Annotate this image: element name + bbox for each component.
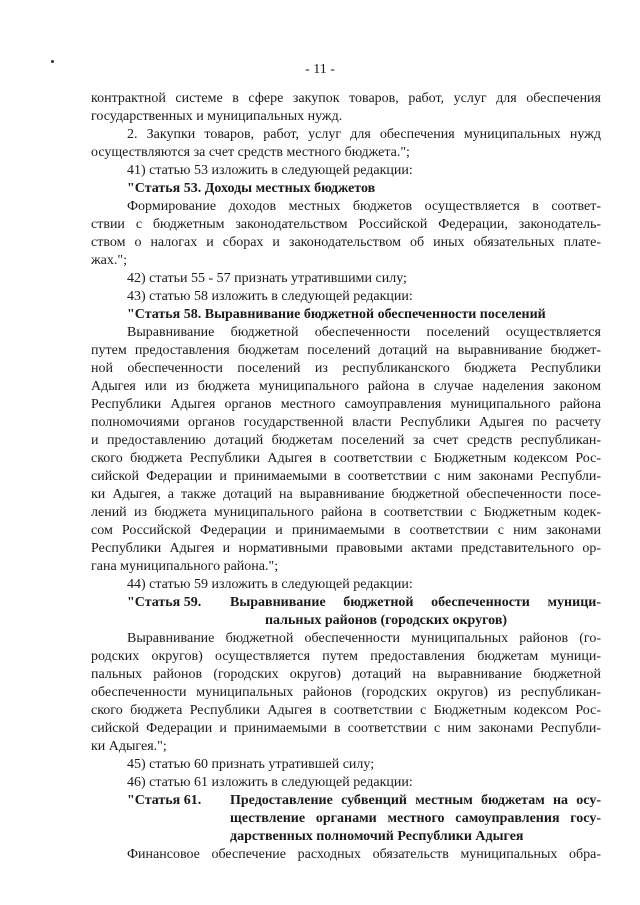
paragraph-line: лений из бюджета муниципального района в соответствии с Бюджетным кодек- bbox=[91, 505, 601, 520]
paragraph-line: обеспеченности муниципальных районов (городских округов) из республикан- bbox=[91, 685, 601, 700]
paragraph-line: 2. Закупки товаров, работ, услуг для обеспечения муниципальных нужд bbox=[127, 127, 601, 142]
page-number: - 11 - bbox=[305, 62, 335, 77]
paragraph-line: "Статья 53. Доходы местных бюджетов bbox=[127, 181, 376, 196]
paragraph-line: ского бюджета Республики Адыгея в соответствии с Бюджетным кодексом Рос- bbox=[91, 703, 601, 718]
article-61-heading bbox=[91, 792, 601, 810]
article-61-title-cont: ществление органами местного самоуправления госу- bbox=[230, 811, 601, 826]
text-block-2 bbox=[91, 630, 601, 792]
paragraph-line: гана муниципального района."; bbox=[91, 559, 279, 574]
article-61-label: "Статья 61. bbox=[127, 793, 202, 808]
paragraph-line: Финансовое обеспечение расходных обязательств муниципальных обра- bbox=[127, 847, 601, 862]
paragraph-line: ной обеспеченности поселений из республиканского бюджета Республики bbox=[91, 361, 601, 376]
paragraph-line: Формирование доходов местных бюджетов осуществляется в соответ- bbox=[127, 199, 601, 214]
article-59-title-cont: пальных районов (городских округов) bbox=[264, 613, 508, 628]
paragraph-line: 45) статью 60 признать утратившей силу; bbox=[127, 757, 375, 772]
article-59-heading bbox=[91, 594, 601, 612]
paragraph-line: 46) статью 61 изложить в следующей редакции: bbox=[127, 775, 413, 790]
paragraph-line: сийской Федерации и принимаемыми в соответствии с ним законами Республи- bbox=[91, 721, 601, 736]
paragraph-line: пальных районов (городских округов) дотаций на выравнивание бюджетной bbox=[91, 667, 601, 682]
paragraph-line: ки Адыгея, а также дотаций на выравнивание бюджетной обеспеченности посе- bbox=[91, 487, 601, 502]
paragraph-line: контрактной системе в сфере закупок товаров, работ, услуг для обеспечения bbox=[91, 91, 601, 106]
paragraph-line: ством о налогах и сборах и законодательством об иных обязательных плате- bbox=[91, 235, 601, 250]
paragraph-line: путем предоставления бюджетам поселений дотаций на выравнивание бюджет- bbox=[91, 343, 601, 358]
paragraph-line: 41) статью 53 изложить в следующей редакции: bbox=[127, 163, 413, 178]
paragraph-line: ки Адыгея."; bbox=[91, 739, 167, 754]
paragraph-line: "Статья 58. Выравнивание бюджетной обеспеченности поселений bbox=[127, 307, 546, 322]
article-59-title: Выравнивание бюджетной обеспеченности муници- bbox=[230, 595, 601, 610]
paragraph-line: и предоставлению дотаций бюджетам поселений за счет средств республикан- bbox=[91, 433, 601, 448]
paragraph-line: государственных и муниципальных нужд. bbox=[91, 109, 343, 124]
article-61-title: Предоставление субвенций местным бюджетам на осу- bbox=[230, 793, 601, 808]
paragraph-line: 43) статью 58 изложить в следующей редакции: bbox=[127, 289, 413, 304]
paragraph-line: ствии с бюджетным законодательством Российской Федерации, законодатель- bbox=[91, 217, 601, 232]
paragraph-line: полномочиями органов государственной власти Республики Адыгея по расчету bbox=[91, 415, 601, 430]
paragraph-line: Республики Адыгея и нормативными правовыми актами представительного ор- bbox=[91, 541, 601, 556]
paragraph-line: 42) статьи 55 - 57 признать утратившими силу; bbox=[127, 271, 407, 286]
article-59-label: "Статья 59. bbox=[127, 595, 202, 610]
text-block-1 bbox=[91, 90, 601, 594]
paragraph-line: Республики Адыгея органов местного самоуправления муниципального района bbox=[91, 397, 601, 412]
paragraph-line: 44) статью 59 изложить в следующей редакции: bbox=[127, 577, 413, 592]
paragraph-line: родских округов) осуществляется путем предоставления бюджетам муници- bbox=[91, 649, 601, 664]
paragraph-line: сом Российской Федерации и принимаемыми в соответствии с ним законами bbox=[91, 523, 601, 538]
paragraph-line: ского бюджета Республики Адыгея в соответствии с Бюджетным кодексом Рос- bbox=[91, 451, 601, 466]
paragraph-line: Выравнивание бюджетной обеспеченности муниципальных районов (го- bbox=[127, 631, 601, 646]
paragraph-line: жах."; bbox=[91, 253, 127, 268]
paragraph-line: сийской Федерации и принимаемыми в соответствии с ним законами Республи- bbox=[91, 469, 601, 484]
paragraph-line: Адыгея или из бюджета муниципального района в случае наделения законом bbox=[91, 379, 601, 394]
document-body bbox=[91, 90, 601, 864]
paragraph-line: Выравнивание бюджетной обеспеченности поселений осуществляется bbox=[127, 325, 601, 340]
article-61-title-cont-2: дарственных полномочий Республики Адыгея bbox=[230, 829, 524, 844]
paragraph-line: осуществляются за счет средств местного бюджета."; bbox=[91, 145, 410, 160]
